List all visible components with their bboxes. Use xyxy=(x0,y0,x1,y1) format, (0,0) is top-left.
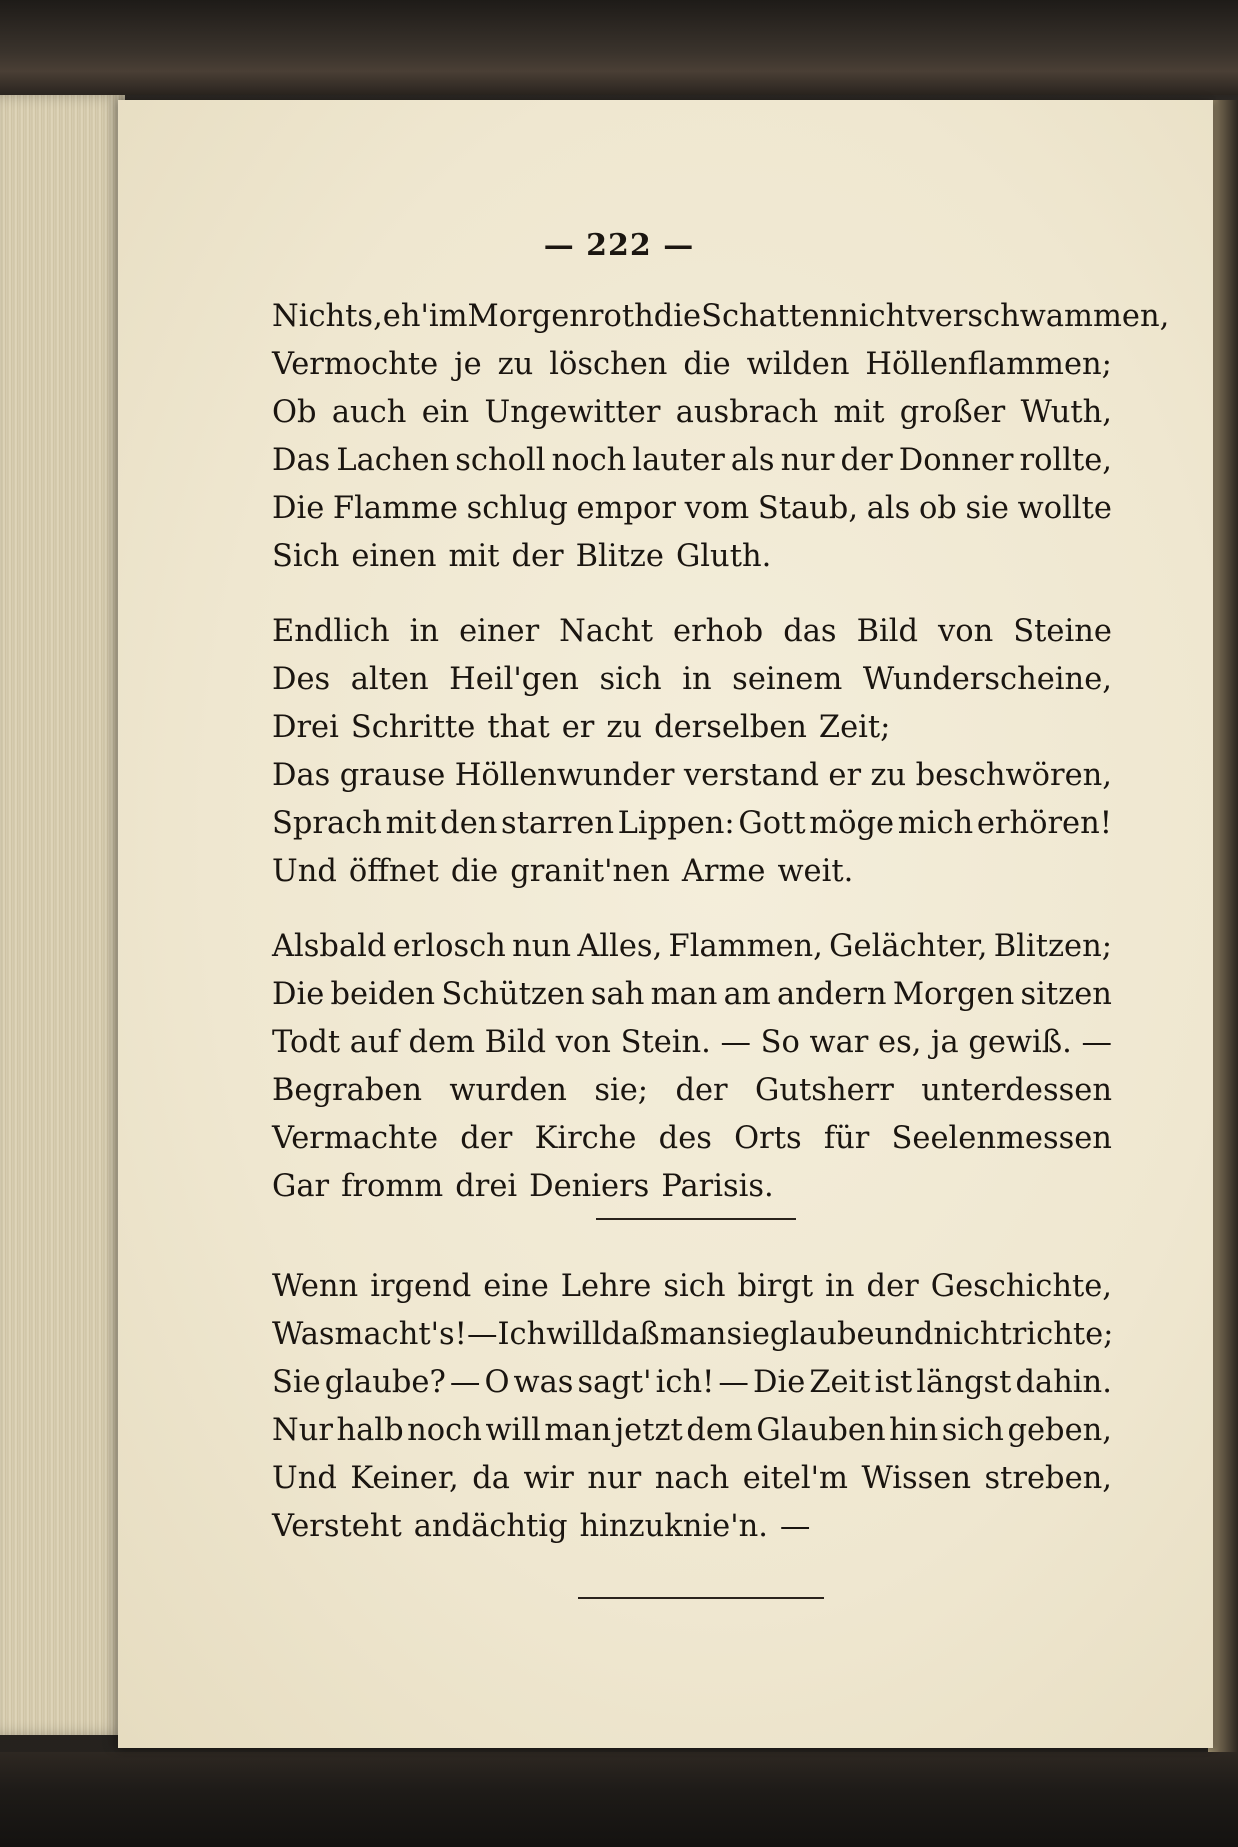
poem-text xyxy=(272,293,1170,1238)
page-stack-edge xyxy=(0,95,125,1735)
poem-line: Begraben wurden sie; der Gutsherr unterdessen xyxy=(272,1073,1112,1108)
page-number: — 222 — xyxy=(543,228,695,263)
poem-line: Des alten Heil'gen sich in seinem Wunderscheine, xyxy=(272,662,1112,697)
poem-line: Drei Schritte that er zu derselben Zeit; xyxy=(272,710,891,745)
poem-line: Und Keiner, da wir nur nach eitel'm Wissen streben, xyxy=(272,1461,1112,1496)
poem-line: Die Flamme schlug empor vom Staub, als ob sie wollte xyxy=(272,491,1112,526)
poem-line: Versteht andächtig hinzuknie'n. — xyxy=(272,1509,811,1544)
stanza-1 xyxy=(272,293,1170,581)
poem-line: Ob auch ein Ungewitter ausbrach mit großer Wuth, xyxy=(272,395,1112,430)
stanza-2 xyxy=(272,608,1112,896)
poem-line: Sprach mit den starren Lippen: Gott möge mich erhören! xyxy=(272,806,1112,841)
section-divider xyxy=(596,1218,796,1220)
stanza-3 xyxy=(272,923,1112,1211)
poem-line: Endlich in einer Nacht erhob das Bild von Steine xyxy=(272,614,1112,649)
poem-line: Todt auf dem Bild von Stein. — So war es, ja gewiß. — xyxy=(272,1025,1112,1060)
poem-line: Sie glaube? — O was sagt' ich! — Die Zeit ist längst dahin. xyxy=(272,1365,1112,1400)
poem-line: Nur halb noch will man jetzt dem Glauben hin sich geben, xyxy=(272,1413,1112,1448)
book-cover-top xyxy=(0,0,1238,95)
poem-text-epilogue xyxy=(272,1263,1112,1578)
poem-line: Was macht's! — Ich will daß man sie glaube und nicht richte; xyxy=(272,1317,1114,1352)
poem-line: Die beiden Schützen sah man am andern Morgen sitzen xyxy=(272,977,1112,1012)
poem-line: Gar fromm drei Deniers Parisis. xyxy=(272,1169,774,1204)
book-cover-bottom xyxy=(0,1752,1238,1847)
poem-line: Das grause Höllenwunder verstand er zu beschwören, xyxy=(272,758,1112,793)
end-divider xyxy=(578,1597,824,1599)
poem-line: Das Lachen scholl noch lauter als nur der Donner rollte, xyxy=(272,443,1112,478)
stanza-4 xyxy=(272,1263,1112,1551)
poem-line: Alsbald erlosch nun Alles, Flammen, Gelächter, Blitzen; xyxy=(272,929,1112,964)
poem-line: Und öffnet die granit'nen Arme weit. xyxy=(272,854,854,889)
poem-line: Wenn irgend eine Lehre sich birgt in der Geschichte, xyxy=(272,1269,1112,1304)
poem-line: Sich einen mit der Blitze Gluth. xyxy=(272,539,772,574)
poem-line: Vermachte der Kirche des Orts für Seelenmessen xyxy=(272,1121,1112,1156)
poem-line: Nichts, eh' im Morgenroth die Schatten nicht verschwammen, xyxy=(272,299,1170,334)
poem-line: Vermochte je zu löschen die wilden Höllenflammen; xyxy=(272,347,1112,382)
